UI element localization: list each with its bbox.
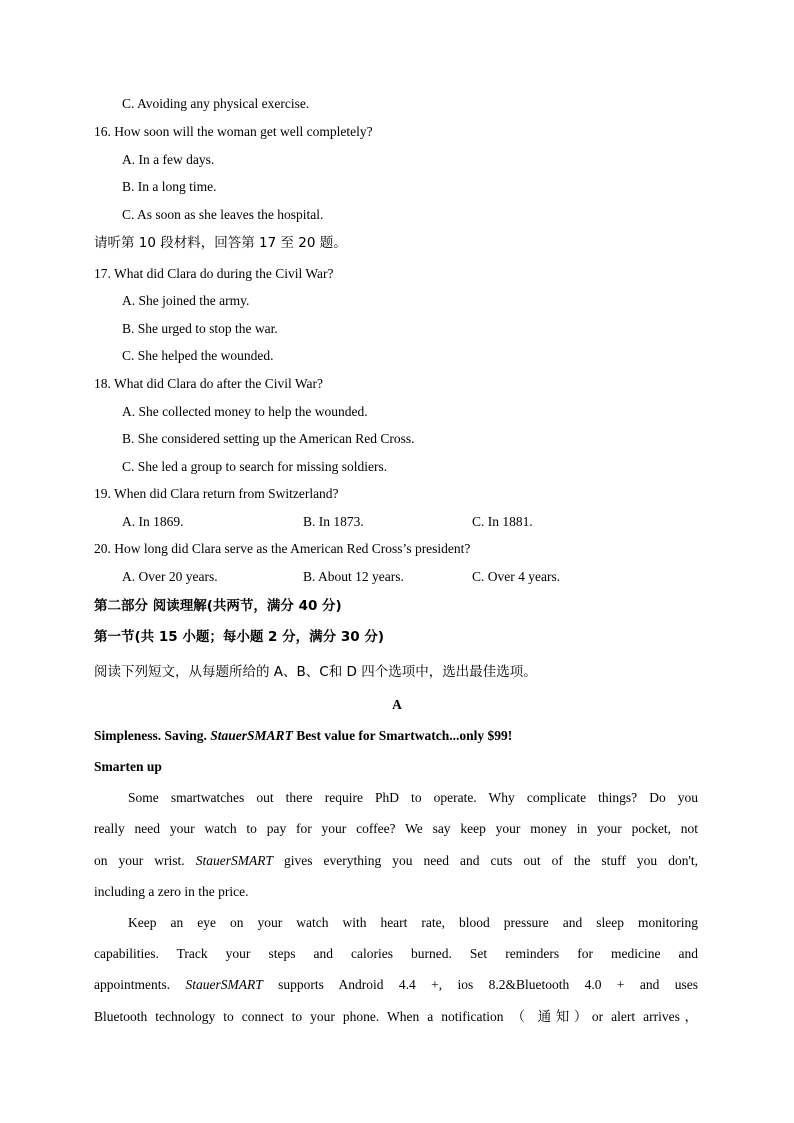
p2-line-3-prefix: appointments. [94,977,186,992]
p1-line-1: Some smartwatches out there require PhD to operate. Why complicate things? Do you [128,790,698,805]
q20-option-c: C. Over 4 years. [472,569,561,584]
q17-option-c: C. She helped the wounded. [122,348,274,363]
passage-label: A [392,697,402,712]
p2-line-4: Bluetooth technology to connect to your phone. When a notification （ 通知）or alert arrives， [94,1009,698,1024]
q20-option-a: A. Over 20 years. [122,569,218,584]
q18-stem: 18. What did Clara do after the Civil War? [94,376,323,391]
p1-line-3-brand: StauerSMART [195,853,273,868]
q17-option-a: A. She joined the army. [122,293,250,308]
q18-option-a: A. She collected money to help the wounded. [122,404,368,419]
passage-headline [94,727,512,745]
p2-line-3-suffix: supports Android 4.4 +, ios 8.2&Bluetooth 4.0 + and uses [262,977,698,992]
q18-option-c: C. She led a group to search for missing soldiers. [122,459,388,474]
headline-prefix: Simpleness. Saving. [94,728,211,743]
p1-line-2: really need your watch to pay for your coffee? We say keep your money in your pocket, not [94,821,698,836]
p1-line-3-prefix: on your wrist. [94,853,196,868]
p2-line-3 [94,976,698,994]
p1-line-3 [94,852,698,870]
p1-line-4: including a zero in the price. [94,884,249,899]
passage-subhead: Smarten up [94,759,162,774]
section-one-title: 第一节(共 15 小题；每小题 2 分，满分 30 分) [94,629,385,645]
q19-stem: 19. When did Clara return from Switzerland? [94,486,339,501]
q18-option-b: B. She considered setting up the American Red Cross. [122,431,415,446]
q16-stem: 16. How soon will the woman get well completely? [94,124,373,139]
reading-instruction: 阅读下列短文，从每题所给的 A、B、C和 D 四个选项中，选出最佳选项。 [94,664,537,680]
q16-option-c: C. As soon as she leaves the hospital. [122,207,324,222]
q17-stem: 17. What did Clara do during the Civil War? [94,266,334,281]
part-two-title: 第二部分 阅读理解(共两节，满分 40 分) [94,598,342,614]
headline-brand: StauerSMART [210,728,293,743]
q20-option-b: B. About 12 years. [303,569,404,584]
p1-line-3-suffix: gives everything you need and cuts out of the stuff you don't, [272,853,699,868]
q15-option-c: C. Avoiding any physical exercise. [122,96,310,111]
q16-option-a: A. In a few days. [122,152,215,167]
q17-option-b: B. She urged to stop the war. [122,321,278,336]
p2-line-3-brand: StauerSMART [185,977,263,992]
q20-stem: 20. How long did Clara serve as the American Red Cross’s president? [94,541,471,556]
q19-option-b: B. In 1873. [303,514,364,529]
headline-suffix: Best value for Smartwatch...only $99! [292,728,513,743]
section-note: 请听第 10 段材料，回答第 17 至 20 题。 [94,235,347,251]
q19-option-c: C. In 1881. [472,514,533,529]
p2-line-1: Keep an eye on your watch with heart rate, blood pressure and sleep monitoring [128,915,698,930]
q19-option-a: A. In 1869. [122,514,184,529]
q16-option-b: B. In a long time. [122,179,217,194]
p2-line-2: capabilities. Track your steps and calories burned. Set reminders for medicine and [94,946,698,961]
